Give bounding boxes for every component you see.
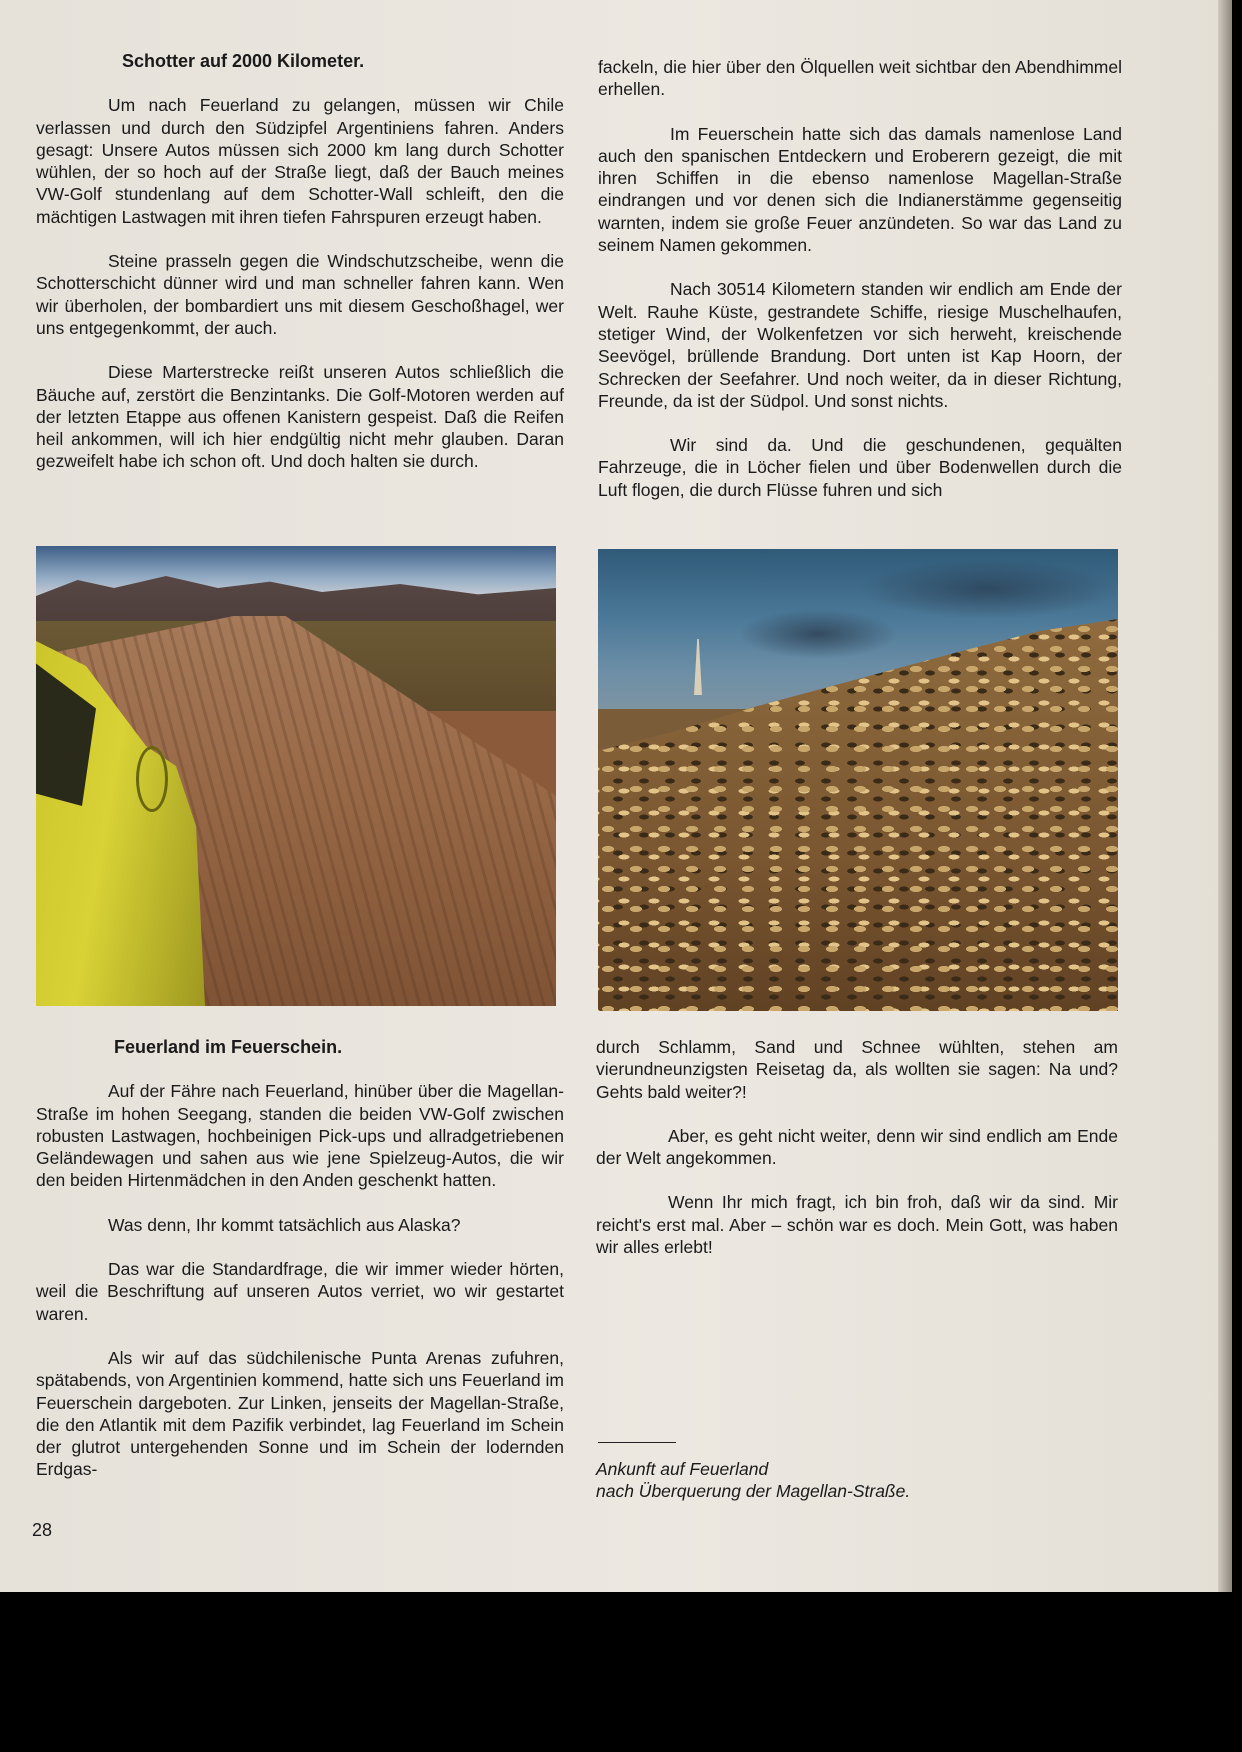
paragraph: Um nach Feuerland zu gelangen, müssen wir Chile verlassen und durch den Südzipfel Argentiniens fahren. Anders gesagt: Unsere Autos müssen sich 2000 km lang durch Schotter wühlen, der so hoch auf der Straße liegt, daß der Bauch meines VW-Golf stundenlang auf dem Schotter-Wall schleift, den die mächtigen Lastwagen mit ihren tiefen Fahrspuren erzeugt haben. <box>36 95 564 227</box>
paragraph: Das war die Standardfrage, die wir immer wieder hörten, weil die Beschriftung auf unseren Autos verriet, wo wir gestartet waren. <box>36 1259 564 1324</box>
paragraph: Wenn Ihr mich fragt, ich bin froh, daß wir da sind. Mir reicht's erst mal. Aber – schön war es doch. Mein Gott, was haben wir alles erlebt! <box>596 1192 1118 1258</box>
section-heading-feuerland: Feuerland im Feuerschein. <box>114 1037 343 1057</box>
section-heading-schotter: Schotter auf 2000 Kilometer. <box>122 51 365 71</box>
paragraph: Steine prasseln gegen die Windschutzscheibe, wenn die Schotterschicht dünner wird und man schneller fahren kann. Wen wir überholen, der bombardiert uns mit diesem Geschoßhagel, wer uns entgegenkommt, der auch. <box>36 251 564 338</box>
paragraph: Auf der Fähre nach Feuerland, hinüber über die Magellan-Straße im hohen Seegang, standen die beiden VW-Golf zwischen robusten Lastwagen, hochbeinigen Pick-ups und allradgetriebenen Geländewagen und sahen aus wie jene Spielzeug-Autos, die wir den beiden Hirtenmädchen in den Anden geschenkt hatten. <box>36 1081 564 1191</box>
scan-background <box>0 1592 1242 1752</box>
paragraph: fackeln, die hier über den Ölquellen weit sichtbar den Abendhimmel erhellen. <box>598 57 1122 100</box>
photo-caption <box>596 1458 910 1503</box>
photo-gravel-road-vw-golf <box>36 546 556 1006</box>
page-number: 28 <box>32 1520 53 1540</box>
photo-shell-heap <box>598 549 1118 1011</box>
right-bottom-column <box>596 1036 1118 1280</box>
paragraph: Wir sind da. Und die geschundenen, gequälten Fahrzeuge, die in Löcher fielen und über Bodenwellen durch die Luft flogen, die durch Flüsse fuhren und sich <box>598 435 1122 500</box>
paragraph: Als wir auf das südchilenische Punta Arenas zufuhren, spätabends, von Argentinien kommend, hatte sich uns Feuerland im Feuerschein dargeboten. Zur Linken, jenseits der Magellan-Straße, die den Atlantik mit dem Pazifik verbindet, lag Feuerland im Schein der glutrot untergehenden Sonne und im Schein der lodernden Erdgas- <box>36 1347 564 1480</box>
vw-logo-icon <box>136 746 168 812</box>
caption-divider <box>598 1442 676 1443</box>
paragraph: Nach 30514 Kilometern standen wir endlich am Ende der Welt. Rauhe Küste, gestrandete Schiffe, riesige Muschelhaufen, stetiger Wind, der Wolkenfetzen vor sich herweht, kreischende Seevögel, brüllende Brandung. Dort unten ist Kap Hoorn, der Schrecken der Seefahrer. Und noch weiter, da in dieser Richtung, Freunde, da ist der Südpol. Und sonst nichts. <box>598 279 1122 411</box>
left-bottom-column <box>36 1036 564 1503</box>
photo-cloud <box>738 609 898 659</box>
paragraph: Aber, es geht nicht weiter, denn wir sind endlich am Ende der Welt angekommen. <box>596 1125 1118 1169</box>
left-top-column <box>36 50 564 495</box>
paragraph: durch Schlamm, Sand und Schnee wühlten, stehen am vierundneunzigsten Reisetag da, als wollten sie sagen: Na und? Gehts bald weiter?! <box>596 1037 1118 1102</box>
paragraph: Was denn, Ihr kommt tatsächlich aus Alaska? <box>108 1214 461 1235</box>
page-spine-edge <box>1218 0 1232 1592</box>
paragraph: Im Feuerschein hatte sich das damals namenlose Land auch den spanischen Entdeckern und Eroberern gezeigt, die mit ihren Schiffen in die ebenso namenlose Magellan-Straße eindrangen und vor denen sich die Indianerstämme gegenseitig warnten, indem sie große Feuer anzündeten. So war das Land zu seinem Namen gekommen. <box>598 123 1122 256</box>
caption-line: nach Überquerung der Magellan-Straße. <box>596 1481 911 1502</box>
paragraph: Diese Marterstrecke reißt unseren Autos schließlich die Bäuche auf, zerstört die Benzintanks. Die Golf-Motoren werden auf der letzten Etappe aus offenen Kanistern gespeist. Daß die Reifen heil ankommen, will ich hier endgültig nicht mehr glauben. Daran gezweifelt habe ich schon oft. Und doch halten sie durch. <box>36 362 564 472</box>
caption-line: Ankunft auf Feuerland <box>596 1459 769 1479</box>
right-top-column <box>598 56 1122 523</box>
